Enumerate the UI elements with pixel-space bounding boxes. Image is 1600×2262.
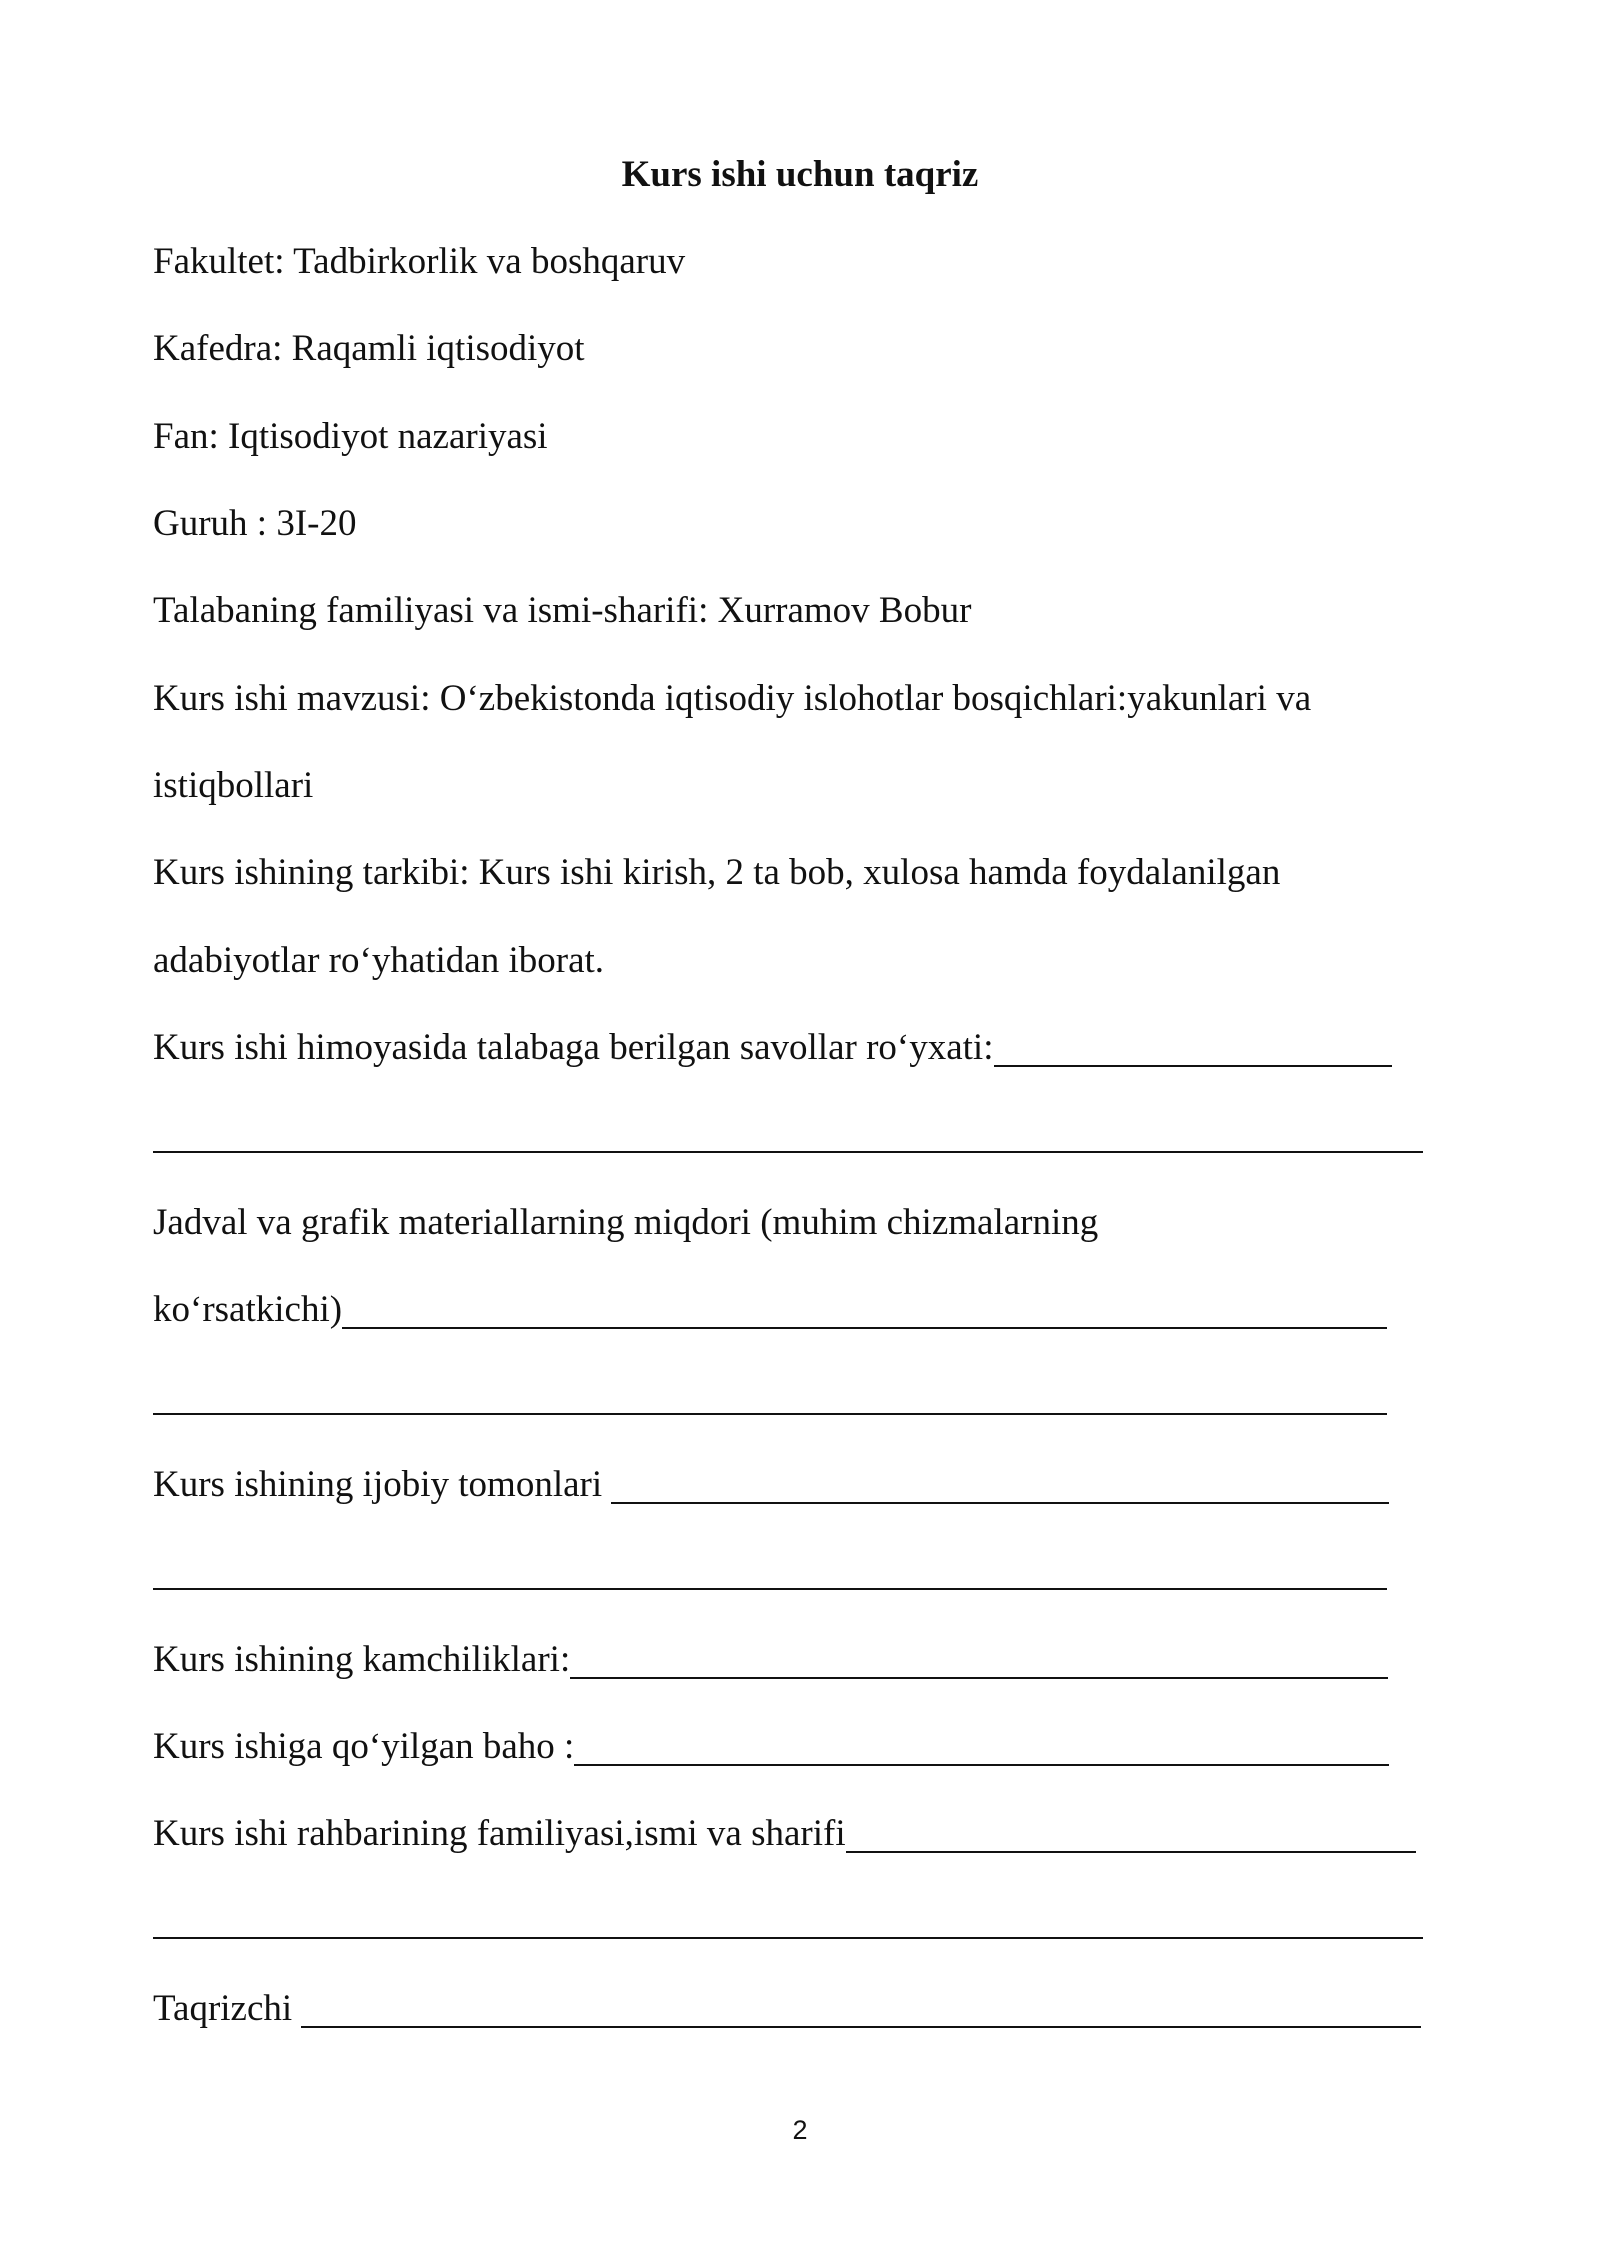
rahbar-blank-line-2 [153, 1937, 1423, 1939]
baho-blank [574, 1728, 1389, 1766]
taqrizchi-label: Taqrizchi [153, 1988, 302, 2029]
mavzu-line-2: istiqbollari [153, 765, 314, 806]
rahbar-blank [846, 1815, 1416, 1853]
savollar-line [153, 1023, 1392, 1073]
baho-label: Kurs ishiga qo‘yilgan baho : [153, 1726, 575, 1767]
savollar-label: Kurs ishi himoyasida talabaga berilgan savollar ro‘yxati: [153, 1027, 994, 1068]
savollar-blank [994, 1029, 1392, 1067]
guruh-line: Guruh : 3I-20 [153, 503, 357, 544]
jadval-line-2 [153, 1285, 1387, 1335]
kamchilik-blank [570, 1641, 1388, 1679]
ijobiy-blank-line-2 [153, 1588, 1387, 1590]
savollar-blank-line-2 [153, 1151, 1423, 1153]
kamchilik-line [153, 1635, 1388, 1685]
rahbar-line [153, 1809, 1416, 1859]
kafedra-line: Kafedra: Raqamli iqtisodiyot [153, 328, 585, 369]
taqrizchi-line [153, 1984, 1421, 2034]
tarkib-line-1: Kurs ishining tarkibi: Kurs ishi kirish, 2 ta bob, xulosa hamda foydalanilgan [153, 852, 1281, 893]
taqrizchi-blank [301, 1990, 1421, 2028]
tarkib-line-2: adabiyotlar ro‘yhatidan iborat. [153, 940, 605, 981]
jadval-label: ko‘rsatkichi) [153, 1289, 343, 1330]
ijobiy-blank [611, 1466, 1389, 1504]
kamchilik-label: Kurs ishining kamchiliklari: [153, 1639, 571, 1680]
mavzu-line-1: Kurs ishi mavzusi: O‘zbekistonda iqtisodiy islohotlar bosqichlari:yakunlari va [153, 678, 1312, 719]
document-title: Kurs ishi uchun taqriz [621, 154, 979, 195]
page-number: 2 [792, 2115, 808, 2145]
fakultet-line: Fakultet: Tadbirkorlik va boshqaruv [153, 241, 686, 282]
rahbar-label: Kurs ishi rahbarining familiyasi,ismi va sharifi [153, 1813, 846, 1854]
jadval-blank [342, 1291, 1387, 1329]
talaba-line: Talabaning familiyasi va ismi-sharifi: Xurramov Bobur [153, 590, 972, 631]
baho-line [153, 1722, 1389, 1772]
jadval-line-1: Jadval va grafik materiallarning miqdori (muhim chizmalarning [153, 1202, 1099, 1243]
ijobiy-line [153, 1460, 1389, 1510]
ijobiy-label: Kurs ishining ijobiy tomonlari [153, 1464, 612, 1505]
jadval-blank-line-2 [153, 1413, 1387, 1415]
fan-line: Fan: Iqtisodiyot nazariyasi [153, 416, 548, 457]
